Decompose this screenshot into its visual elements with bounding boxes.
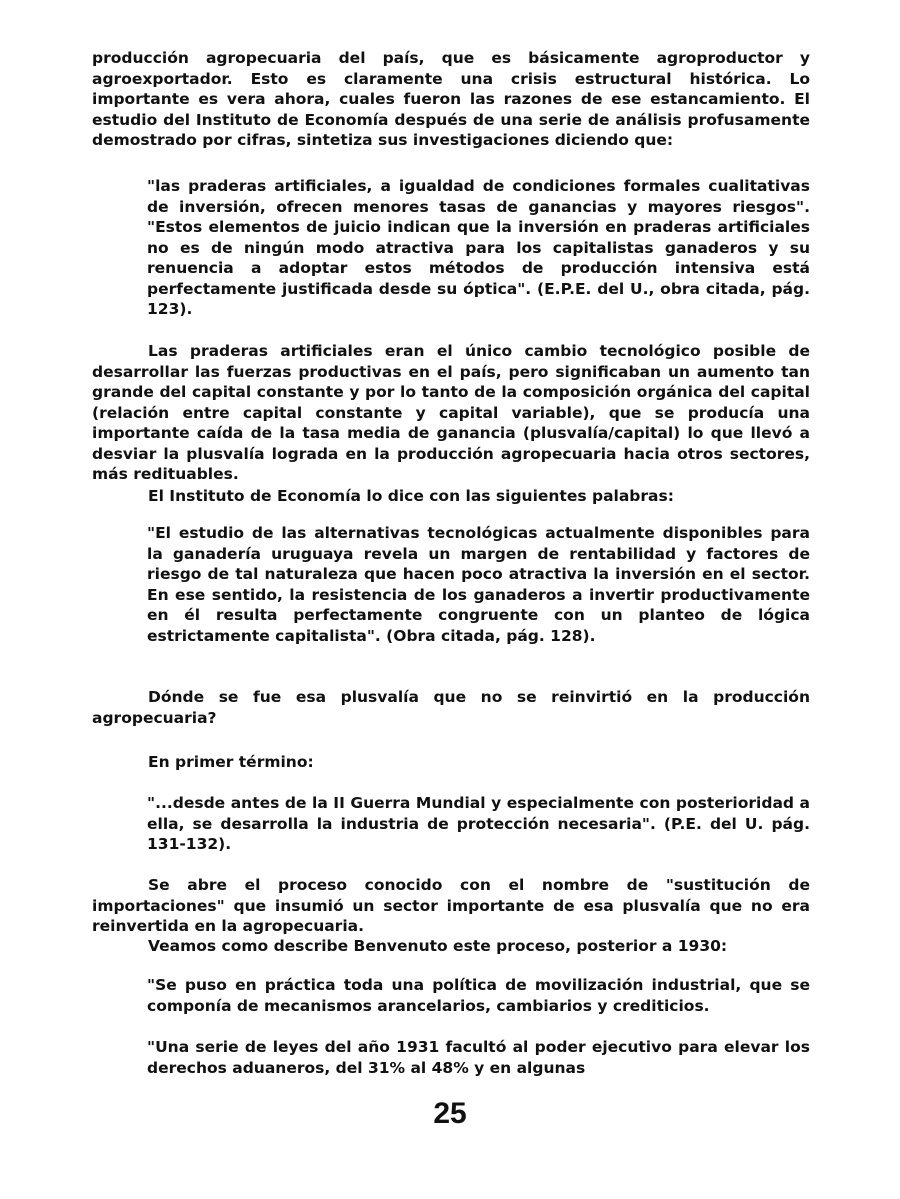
paragraph-praderas: Las praderas artificiales eran el único cambio tecnológico posible de desarrollar las fuerzas productivas en el país, pero significaban un aumento tan grande del capital constante y por lo tanto de la composición orgánica del capital (relación entre capital constante y capital variable), que se producía una importante caída de la tasa media de ganancia (plusvalía/capital) lo que llevó a desviar la plusvalía lograda en la producción agropecuaria hacia otros sectores, más redituables. <box>92 342 810 483</box>
paragraph-intro: producción agropecuaria del país, que es básicamente agroproductor y agroexportador. Esto es claramente una crisis estructural histórica. Lo importante es vera ahora, cuales fueron las razones de ese estancamiento. El estudio del Instituto de Economía después de una serie de análisis profusamente demostrado por cifras, sintetiza sus investigaciones diciendo que: <box>92 49 810 149</box>
quote-politica: "Se puso en práctica toda una política de movilización industrial, que se componía de mecanismos arancelarios, cambiarios y crediticios. <box>147 976 810 1015</box>
quote-guerra: "...desde antes de la II Guerra Mundial y especialmente con posterioridad a ella, se desarrolla la industria de protección necesaria". (P.E. del U. pág. 131-132). <box>147 794 810 853</box>
page-number: 25 <box>433 1097 467 1130</box>
paragraph-instituto: El Instituto de Economía lo dice con las siguientes palabras: <box>148 487 674 505</box>
paragraph-sustitucion: Se abre el proceso conocido con el nombre de "sustitución de importaciones" que insumió un sector importante de esa plusvalía que no era reinvertida en la agropecuaria. <box>92 876 810 935</box>
quote-praderas: "las praderas artificiales, a igualdad de condiciones formales cualitativas de inversión, ofrecen menores tasas de ganancias y mayores riesgos". "Estos elementos de juicio indican que la inversión en praderas artificiales no es de ningún modo atractiva para los capitalistas ganaderos y su renuencia a adoptar estos métodos de producción intensiva está perfectamente justificada desde su óptica". (E.P.E. del U., obra citada, pág. 123). <box>147 177 810 318</box>
paragraph-primer-termino: En primer término: <box>148 753 314 771</box>
quote-leyes: "Una serie de leyes del año 1931 facultó al poder ejecutivo para elevar los derechos aduaneros, del 31% al 48% y en algunas <box>147 1038 810 1077</box>
paragraph-pregunta: Dónde se fue esa plusvalía que no se reinvirtió en la producción agropecuaria? <box>92 688 810 727</box>
quote-alternativas: "El estudio de las alternativas tecnológicas actualmente disponibles para la ganadería uruguaya revela un margen de rentabilidad y factores de riesgo de tal naturaleza que hacen poco atractiva la inversión en el sector. En ese sentido, la resistencia de los ganaderos a invertir productivamente en él resulta perfectamente congruente con un planteo de lógica estrictamente capitalista". (Obra citada, pág. 128). <box>147 524 810 645</box>
paragraph-benvenuto: Veamos como describe Benvenuto este proceso, posterior a 1930: <box>148 937 728 955</box>
